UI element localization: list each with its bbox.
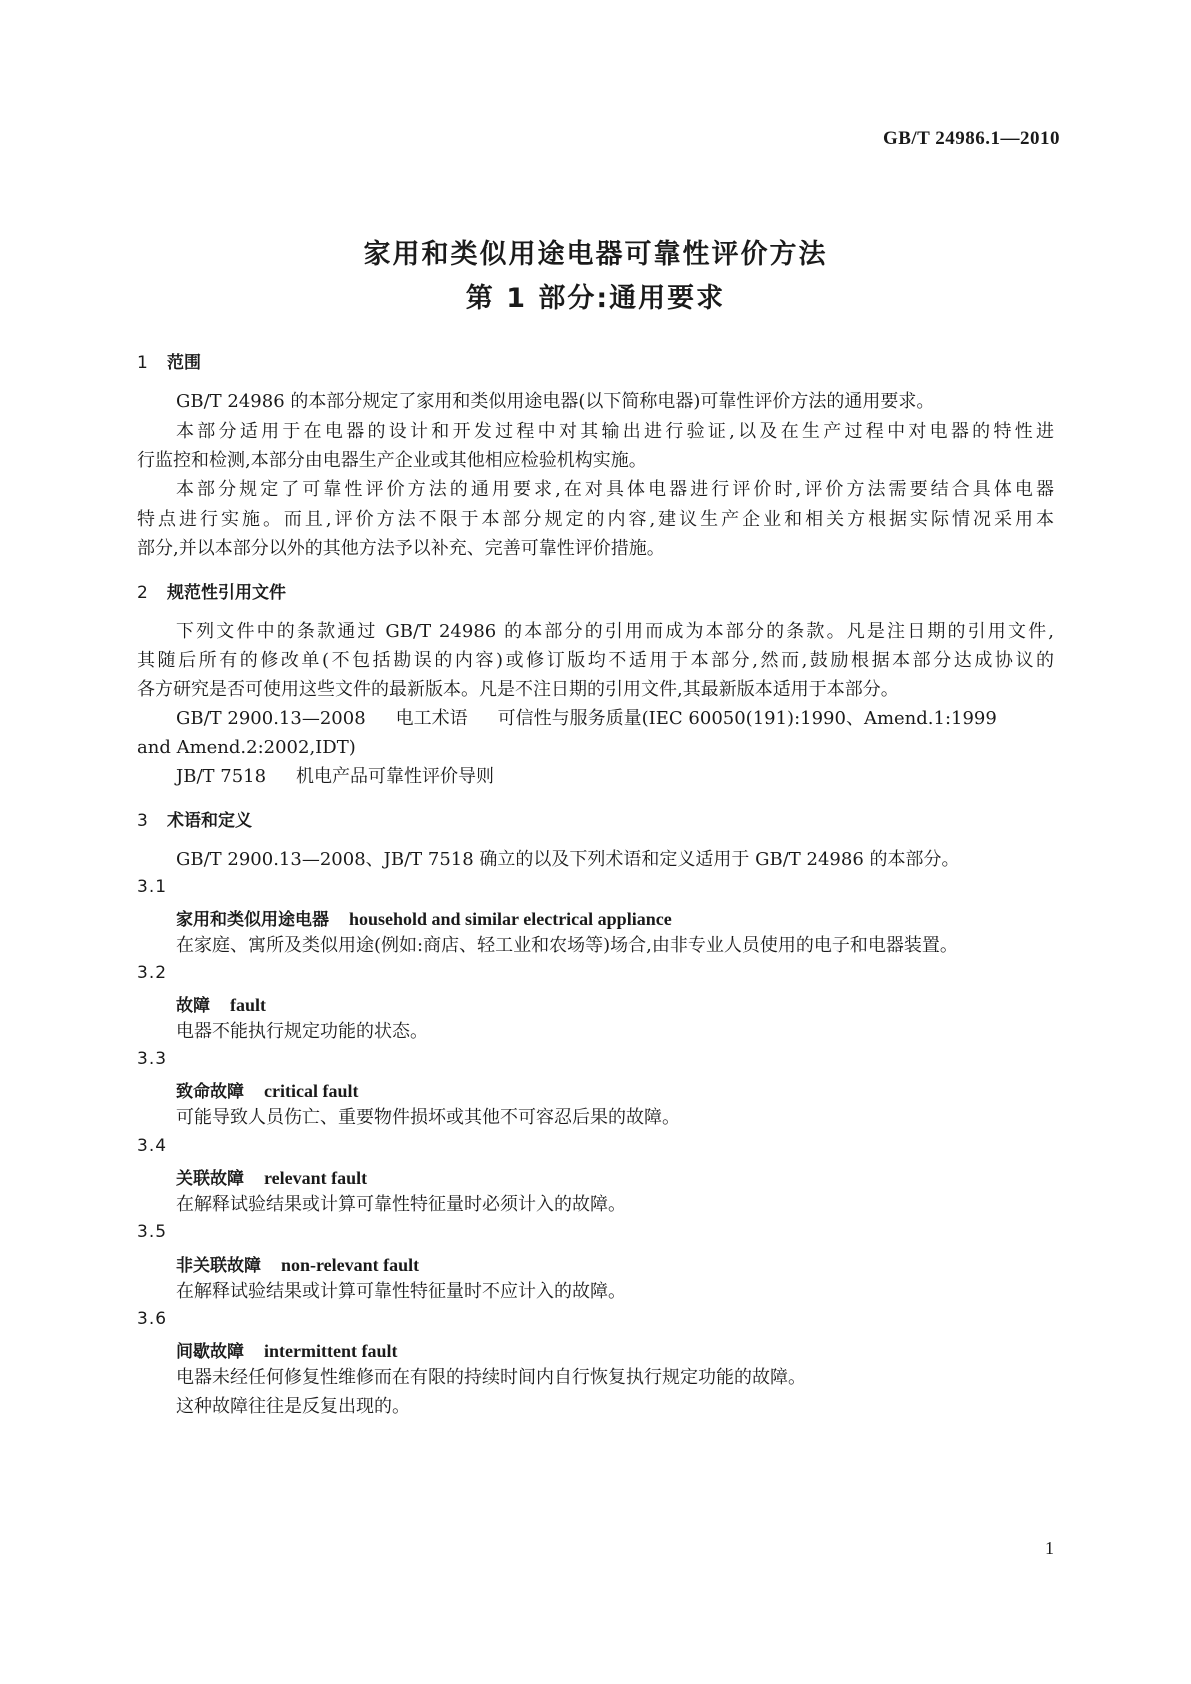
term-title [176,1337,397,1362]
paragraph-line: 下列文件中的条款通过 GB/T 24986 的本部分的引用而成为本部分的条款。凡是注日期的引用文件, [176,621,1054,642]
term-note: 这种故障往往是反复出现的。 [176,1396,410,1417]
term-title [176,1077,358,1102]
paragraph-line: 特点进行实施。而且,评价方法不限于本部分规定的内容,建议生产企业和相关方根据实际情况采用本 [137,509,1054,530]
term-number: 3.2 [137,963,168,983]
term-en: relevant fault [264,1168,368,1188]
section-number: 1 [137,353,148,373]
term-title [176,991,266,1016]
reference-code: JB/T 7518 [176,766,267,787]
section-heading-normative-references [137,578,286,603]
reference-title: 机电产品可靠性评价导则 [296,766,495,787]
term-definition: 电器不能执行规定功能的状态。 [176,1021,428,1042]
reference-entry [176,765,494,789]
term-number: 3.3 [137,1049,168,1069]
section-title: 规范性引用文件 [167,583,286,603]
paragraph-line: GB/T 24986 的本部分规定了家用和类似用途电器(以下简称电器)可靠性评价方法的通用要求。 [176,391,935,412]
term-zh: 间歇故障 [176,1342,244,1362]
term-zh: 致命故障 [176,1082,244,1102]
term-zh: 关联故障 [176,1169,244,1189]
term-en: critical fault [264,1081,359,1101]
section-number: 2 [137,583,148,603]
paragraph-line: 本部分适用于在电器的设计和开发过程中对其输出进行验证,以及在生产过程中对电器的特性进 [176,421,1054,442]
term-number: 3.1 [137,877,168,897]
page-number: 1 [1045,1538,1054,1558]
term-definition: 可能导致人员伤亡、重要物件损坏或其他不可容忍后果的故障。 [176,1107,680,1128]
reference-title-rest: 可信性与服务质量(IEC 60050(191):1990、Amend.1:1999 [497,708,997,729]
document-title: 家用和类似用途电器可靠性评价方法 [363,239,828,270]
reference-entry [176,707,1054,731]
term-en: intermittent fault [264,1341,398,1361]
term-definition: 电器未经任何修复性维修而在有限的持续时间内自行恢复执行规定功能的故障。 [176,1367,806,1388]
section-number: 3 [137,811,148,831]
paragraph-line: 部分,并以本部分以外的其他方法予以补充、完善可靠性评价措施。 [137,538,665,559]
paragraph-line: 行监控和检测,本部分由电器生产企业或其他相应检验机构实施。 [137,450,647,471]
term-en: household and similar electrical appliance [349,909,672,929]
term-zh: 家用和类似用途电器 [176,910,329,930]
term-en: fault [230,995,266,1015]
term-title [176,1164,367,1189]
reference-title: 电工术语 [395,708,468,729]
reference-entry-continuation: and Amend.2:2002,IDT) [137,737,356,758]
paragraph-line: 其随后所有的修改单(不包括勘误的内容)或修订版均不适用于本部分,然而,鼓励根据本部分达成协议的 [137,650,1054,671]
term-number: 3.5 [137,1222,168,1242]
paragraph-line: 各方研究是否可使用这些文件的最新版本。凡是不注日期的引用文件,其最新版本适用于本部分。 [137,679,899,700]
reference-code: GB/T 2900.13—2008 [176,708,366,729]
section-title: 术语和定义 [167,811,252,831]
paragraph-line: GB/T 2900.13—2008、JB/T 7518 确立的以及下列术语和定义适用于 GB/T 24986 的本部分。 [176,849,960,870]
term-number: 3.4 [137,1136,168,1156]
term-zh: 非关联故障 [176,1256,261,1276]
section-heading-scope [137,348,201,373]
standard-number: GB/T 24986.1—2010 [882,128,1060,149]
term-title [176,905,672,930]
paragraph-line: 本部分规定了可靠性评价方法的通用要求,在对具体电器进行评价时,评价方法需要结合具体电器 [176,479,1054,500]
term-definition: 在解释试验结果或计算可靠性特征量时必须计入的故障。 [176,1194,626,1215]
section-heading-terms-and-definitions [137,806,252,831]
term-en: non-relevant fault [281,1255,420,1275]
term-zh: 故障 [176,996,210,1016]
term-definition: 在解释试验结果或计算可靠性特征量时不应计入的故障。 [176,1281,626,1302]
term-title [176,1251,419,1276]
term-definition: 在家庭、寓所及类似用途(例如:商店、轻工业和农场等)场合,由非专业人员使用的电子和电器装置。 [176,935,958,956]
term-number: 3.6 [137,1309,168,1329]
document-subtitle: 第 1 部分:通用要求 [465,283,726,314]
section-title: 范围 [167,353,201,373]
